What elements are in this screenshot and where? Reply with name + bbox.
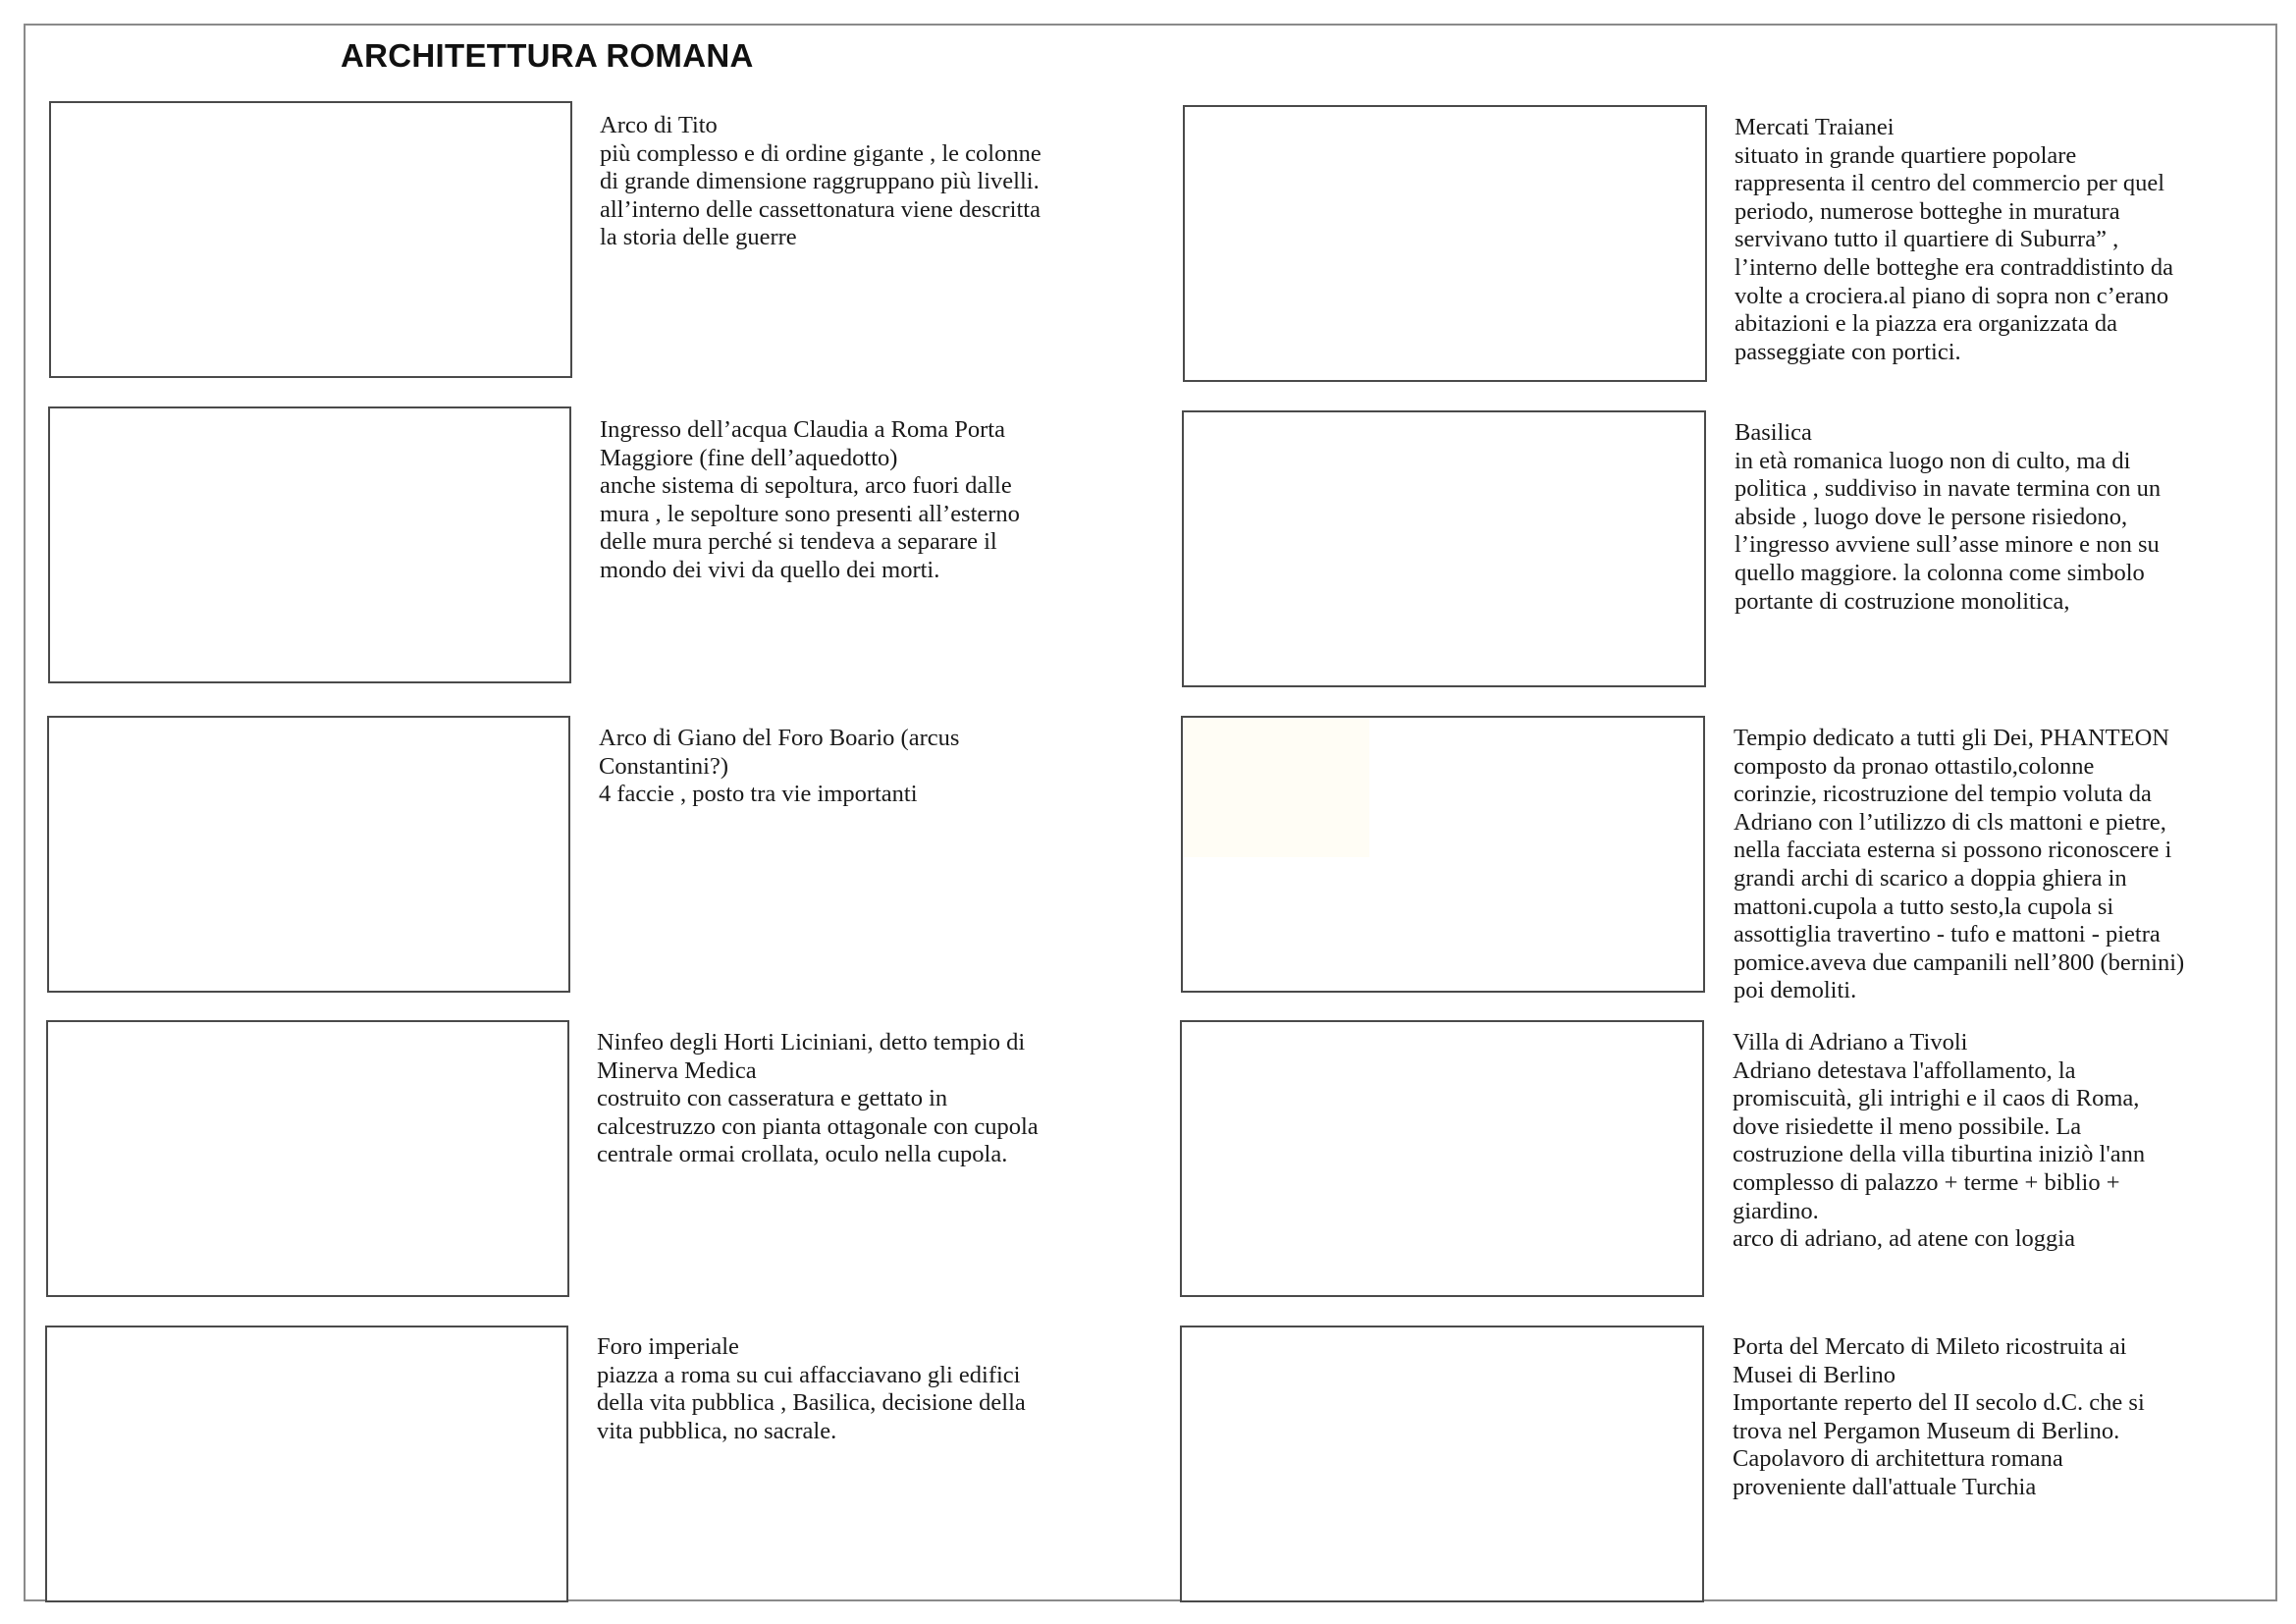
caption-line: piazza a roma su cui affacciavano gli edifici	[597, 1361, 1021, 1388]
image-placeholder-arco-di-tito	[49, 101, 572, 378]
caption-pantheon	[1734, 725, 2264, 1005]
caption-line: centrale ormai crollata, oculo nella cupola.	[597, 1141, 1008, 1168]
caption-line: periodo, numerose botteghe in muratura	[1735, 197, 2120, 225]
caption-line: Importante reperto del II secolo d.C. che si	[1733, 1389, 2145, 1417]
caption-line: corinzie, ricostruzione del tempio voluta da	[1734, 781, 2152, 808]
caption-title: Ingresso dell’acqua Claudia a Roma Porta	[600, 416, 1005, 443]
caption-line: vita pubblica, no sacrale.	[597, 1417, 837, 1444]
image-placeholder-mercati-traianei	[1183, 105, 1707, 382]
image-placeholder-porta-maggiore	[48, 406, 571, 683]
caption-line: volte a crociera.al piano di sopra non c’erano	[1735, 282, 2169, 309]
caption-line: composto da pronao ottastilo,colonne	[1734, 752, 2095, 780]
caption-title: Porta del Mercato di Mileto ricostruita ai	[1733, 1333, 2127, 1360]
caption-foro-imperiale	[597, 1333, 1127, 1445]
image-placeholder-basilica	[1182, 410, 1706, 687]
caption-line: assottiglia travertino - tufo e mattoni - pietra	[1734, 921, 2161, 948]
caption-line: anche sistema di sepoltura, arco fuori dalle	[600, 472, 1012, 500]
caption-line: Musei di Berlino	[1733, 1361, 1896, 1388]
caption-line: delle mura perché si tendeva a separare il	[600, 528, 997, 556]
caption-line: complesso di palazzo + terme + biblio +	[1733, 1168, 2120, 1196]
caption-line: della vita pubblica , Basilica, decisione della	[597, 1389, 1026, 1417]
page-title: ARCHITETTURA ROMANA	[341, 37, 754, 74]
caption-line: costruito con casseratura e gettato in	[597, 1085, 948, 1112]
caption-line: in età romanica luogo non di culto, ma di	[1735, 447, 2131, 474]
caption-title: Basilica	[1735, 419, 1812, 446]
caption-title: Arco di Tito	[600, 112, 718, 138]
caption-line: quello maggiore. la colonna come simbolo	[1735, 559, 2145, 586]
caption-line: Minerva Medica	[597, 1056, 757, 1084]
caption-title: Tempio dedicato a tutti gli Dei, PHANTEON	[1734, 725, 2169, 751]
caption-line: portante di costruzione monolitica,	[1735, 587, 2070, 615]
caption-line: abitazioni e la piazza era organizzata da	[1735, 310, 2117, 338]
caption-title: Foro imperiale	[597, 1333, 739, 1360]
caption-line: più complesso e di ordine gigante , le colonne	[600, 139, 1041, 167]
caption-line: poi demoliti.	[1734, 977, 1857, 1004]
caption-line: Capolavoro di architettura romana	[1733, 1445, 2063, 1473]
caption-line: l’ingresso avviene sull’asse minore e non su	[1735, 531, 2160, 559]
caption-line: calcestruzzo con pianta ottagonale con cupola	[597, 1112, 1039, 1140]
caption-line: Maggiore (fine dell’aquedotto)	[600, 444, 898, 471]
caption-line: Constantini?)	[599, 752, 729, 780]
image-fragment	[1183, 718, 1369, 857]
caption-line: giardino.	[1733, 1197, 1819, 1224]
caption-arco-di-tito	[600, 112, 1130, 252]
caption-line: trova nel Pergamon Museum di Berlino.	[1733, 1417, 2120, 1444]
caption-line: costruzione della villa tiburtina iniziò l'ann	[1733, 1141, 2146, 1168]
caption-line: Adriano con l’utilizzo di cls mattoni e pietre,	[1734, 808, 2166, 836]
caption-line: grandi archi di scarico a doppia ghiera in	[1734, 864, 2127, 892]
caption-line: promiscuità, gli intrighi e il caos di Roma,	[1733, 1085, 2140, 1112]
caption-basilica	[1735, 419, 2265, 616]
caption-arco-di-giano	[599, 725, 1129, 809]
caption-line: passeggiate con portici.	[1735, 338, 1961, 365]
caption-title: Arco di Giano del Foro Boario (arcus	[599, 725, 960, 751]
caption-line: la storia delle guerre	[600, 224, 797, 251]
caption-line: proveniente dall'attuale Turchia	[1733, 1473, 2037, 1500]
caption-line: servivano tutto il quartiere di Suburra” ,	[1735, 226, 2119, 253]
caption-porta-mileto	[1733, 1333, 2263, 1502]
caption-mercati-traianei	[1735, 114, 2265, 366]
caption-line: 4 faccie , posto tra vie importanti	[599, 781, 918, 808]
image-placeholder-arco-di-giano	[47, 716, 570, 993]
caption-porta-maggiore	[600, 416, 1130, 585]
caption-title: Mercati Traianei	[1735, 114, 1895, 140]
caption-line: nella facciata esterna si possono riconoscere i	[1734, 837, 2172, 864]
image-placeholder-villa-adriana	[1180, 1020, 1704, 1297]
image-placeholder-pantheon	[1181, 716, 1705, 993]
caption-line: pomice.aveva due campanili nell’800 (bernini)	[1734, 948, 2185, 976]
image-placeholder-foro-imperiale	[45, 1326, 568, 1602]
caption-line: mattoni.cupola a tutto sesto,la cupola si	[1734, 893, 2114, 920]
image-placeholder-porta-mileto	[1180, 1326, 1704, 1602]
caption-line: all’interno delle cassettonatura viene descritta	[600, 195, 1041, 223]
caption-line: arco di adriano, ad atene con loggia	[1733, 1225, 2075, 1253]
caption-line: situato in grande quartiere popolare	[1735, 141, 2077, 169]
caption-line: politica , suddiviso in navate termina con un	[1735, 475, 2162, 503]
caption-title: Ninfeo degli Horti Liciniani, detto tempio di	[597, 1029, 1026, 1056]
caption-line: abside , luogo dove le persone risiedono,	[1735, 503, 2128, 530]
caption-title: Villa di Adriano a Tivoli	[1733, 1029, 1968, 1056]
caption-line: mura , le sepolture sono presenti all’esterno	[600, 500, 1020, 527]
caption-line: Adriano detestava l'affollamento, la	[1733, 1056, 2076, 1084]
caption-line: rappresenta il centro del commercio per quel	[1735, 170, 2165, 197]
caption-line: mondo dei vivi da quello dei morti.	[600, 556, 940, 583]
image-placeholder-minerva-medica	[46, 1020, 569, 1297]
caption-line: l’interno delle botteghe era contraddistinto da	[1735, 253, 2173, 281]
caption-villa-adriana	[1733, 1029, 2263, 1254]
caption-minerva-medica	[597, 1029, 1127, 1169]
caption-line: dove risiedette il meno possibile. La	[1733, 1112, 2082, 1140]
caption-line: di grande dimensione raggruppano più livelli.	[600, 168, 1040, 195]
